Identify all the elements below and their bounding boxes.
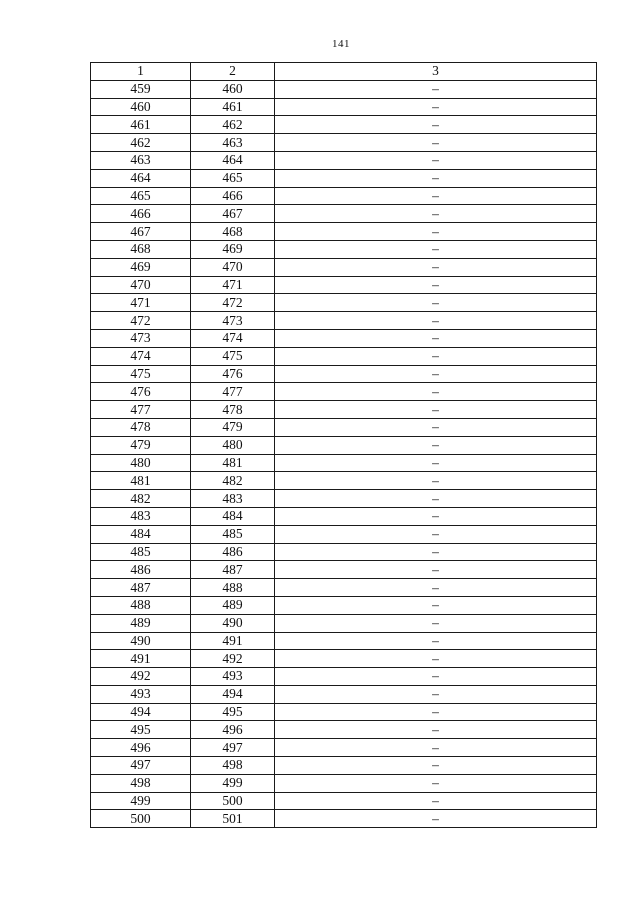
table-row	[91, 169, 597, 187]
table-cell-col-2: 481	[191, 454, 275, 472]
table-row	[91, 134, 597, 152]
table-row	[91, 490, 597, 508]
table-cell-col-1: 475	[91, 365, 191, 383]
table-cell-col-1: 499	[91, 792, 191, 810]
table-cell-col-2: 463	[191, 134, 275, 152]
table-cell-col-3: –	[275, 436, 597, 454]
table-cell-col-3: –	[275, 454, 597, 472]
table-cell-col-1: 470	[91, 276, 191, 294]
table-cell-col-3: –	[275, 365, 597, 383]
table-row	[91, 685, 597, 703]
table-cell-col-2: 498	[191, 757, 275, 775]
table-cell-col-1: 474	[91, 347, 191, 365]
table-cell-col-1: 468	[91, 240, 191, 258]
table-cell-col-1: 485	[91, 543, 191, 561]
table-cell-col-2: 495	[191, 703, 275, 721]
table-row	[91, 614, 597, 632]
table-cell-col-3: –	[275, 685, 597, 703]
table-cell-col-2: 470	[191, 258, 275, 276]
table-cell-col-2: 492	[191, 650, 275, 668]
table-cell-col-1: 500	[91, 810, 191, 828]
table-row	[91, 151, 597, 169]
table-row	[91, 632, 597, 650]
table-row	[91, 365, 597, 383]
table-row	[91, 774, 597, 792]
table-row	[91, 721, 597, 739]
table-cell-col-3: –	[275, 187, 597, 205]
table-cell-col-1: 460	[91, 98, 191, 116]
table-header	[91, 63, 597, 81]
table-cell-col-1: 459	[91, 80, 191, 98]
table-row	[91, 347, 597, 365]
table-row	[91, 454, 597, 472]
table-row	[91, 312, 597, 330]
table-cell-col-1: 481	[91, 472, 191, 490]
table-cell-col-1: 487	[91, 579, 191, 597]
table-cell-col-1: 496	[91, 739, 191, 757]
table-cell-col-1: 462	[91, 134, 191, 152]
table-row	[91, 258, 597, 276]
table-row	[91, 223, 597, 241]
table-cell-col-1: 463	[91, 151, 191, 169]
table-cell-col-1: 469	[91, 258, 191, 276]
table-cell-col-3: –	[275, 80, 597, 98]
table-cell-col-1: 466	[91, 205, 191, 223]
table-cell-col-3: –	[275, 721, 597, 739]
table-cell-col-3: –	[275, 169, 597, 187]
table-cell-col-2: 472	[191, 294, 275, 312]
table-cell-col-2: 494	[191, 685, 275, 703]
table-row	[91, 525, 597, 543]
table-cell-col-1: 482	[91, 490, 191, 508]
table-cell-col-2: 499	[191, 774, 275, 792]
table-cell-col-2: 490	[191, 614, 275, 632]
table-row	[91, 543, 597, 561]
table-cell-col-2: 469	[191, 240, 275, 258]
column-header-3: 3	[275, 63, 597, 81]
table-row	[91, 329, 597, 347]
table-cell-col-1: 479	[91, 436, 191, 454]
table-cell-col-1: 494	[91, 703, 191, 721]
table-cell-col-3: –	[275, 223, 597, 241]
table-cell-col-3: –	[275, 205, 597, 223]
table-row	[91, 668, 597, 686]
table-cell-col-3: –	[275, 240, 597, 258]
table-row	[91, 579, 597, 597]
table-row	[91, 205, 597, 223]
table-cell-col-1: 477	[91, 401, 191, 419]
table-row	[91, 561, 597, 579]
table-cell-col-3: –	[275, 258, 597, 276]
table-cell-col-2: 493	[191, 668, 275, 686]
table-row	[91, 98, 597, 116]
table-row	[91, 383, 597, 401]
table-cell-col-3: –	[275, 614, 597, 632]
table-cell-col-2: 476	[191, 365, 275, 383]
table-cell-col-3: –	[275, 792, 597, 810]
table-cell-col-2: 465	[191, 169, 275, 187]
table-cell-col-2: 471	[191, 276, 275, 294]
table-cell-col-1: 490	[91, 632, 191, 650]
table-cell-col-1: 465	[91, 187, 191, 205]
table-cell-col-1: 491	[91, 650, 191, 668]
table-cell-col-3: –	[275, 543, 597, 561]
table-cell-col-2: 464	[191, 151, 275, 169]
table-cell-col-3: –	[275, 757, 597, 775]
table-row	[91, 80, 597, 98]
table-cell-col-3: –	[275, 329, 597, 347]
table-body	[91, 80, 597, 827]
table-cell-col-1: 473	[91, 329, 191, 347]
header-row	[91, 63, 597, 81]
table-cell-col-3: –	[275, 739, 597, 757]
table-cell-col-1: 464	[91, 169, 191, 187]
table-cell-col-1: 498	[91, 774, 191, 792]
table-cell-col-1: 483	[91, 507, 191, 525]
table-row	[91, 276, 597, 294]
table-cell-col-3: –	[275, 116, 597, 134]
table-cell-col-1: 492	[91, 668, 191, 686]
table-cell-col-1: 486	[91, 561, 191, 579]
table-cell-col-2: 473	[191, 312, 275, 330]
table-cell-col-2: 478	[191, 401, 275, 419]
table-cell-col-3: –	[275, 98, 597, 116]
table-cell-col-3: –	[275, 525, 597, 543]
table-cell-col-1: 480	[91, 454, 191, 472]
table-cell-col-2: 500	[191, 792, 275, 810]
table-cell-col-3: –	[275, 774, 597, 792]
table-row	[91, 418, 597, 436]
table-cell-col-3: –	[275, 668, 597, 686]
table-row	[91, 810, 597, 828]
table-cell-col-2: 488	[191, 579, 275, 597]
table-cell-col-1: 488	[91, 596, 191, 614]
table-cell-col-3: –	[275, 294, 597, 312]
table-row	[91, 472, 597, 490]
table-cell-col-1: 472	[91, 312, 191, 330]
table-cell-col-2: 496	[191, 721, 275, 739]
table-row	[91, 401, 597, 419]
table-cell-col-2: 462	[191, 116, 275, 134]
table-row	[91, 187, 597, 205]
table-cell-col-2: 483	[191, 490, 275, 508]
table-cell-col-2: 480	[191, 436, 275, 454]
table-row	[91, 116, 597, 134]
table-row	[91, 792, 597, 810]
data-table	[90, 62, 597, 828]
table-cell-col-2: 485	[191, 525, 275, 543]
table-cell-col-1: 489	[91, 614, 191, 632]
table-cell-col-2: 489	[191, 596, 275, 614]
column-header-1: 1	[91, 63, 191, 81]
table-cell-col-2: 461	[191, 98, 275, 116]
table-cell-col-1: 493	[91, 685, 191, 703]
table-cell-col-2: 468	[191, 223, 275, 241]
table-cell-col-3: –	[275, 703, 597, 721]
table-row	[91, 507, 597, 525]
table-row	[91, 436, 597, 454]
table-cell-col-2: 482	[191, 472, 275, 490]
table-row	[91, 240, 597, 258]
table-cell-col-3: –	[275, 312, 597, 330]
table-cell-col-3: –	[275, 401, 597, 419]
table-cell-col-3: –	[275, 650, 597, 668]
page-number: 141	[332, 38, 350, 50]
table-cell-col-1: 495	[91, 721, 191, 739]
table-row	[91, 596, 597, 614]
table-cell-col-2: 479	[191, 418, 275, 436]
column-header-2: 2	[191, 63, 275, 81]
table-cell-col-3: –	[275, 596, 597, 614]
table-cell-col-2: 486	[191, 543, 275, 561]
table-cell-col-2: 487	[191, 561, 275, 579]
table-cell-col-3: –	[275, 632, 597, 650]
table-cell-col-1: 484	[91, 525, 191, 543]
table-cell-col-3: –	[275, 347, 597, 365]
table-cell-col-1: 476	[91, 383, 191, 401]
table-cell-col-3: –	[275, 810, 597, 828]
table-row	[91, 703, 597, 721]
table-cell-col-3: –	[275, 472, 597, 490]
table-row	[91, 757, 597, 775]
table-cell-col-1: 471	[91, 294, 191, 312]
table-cell-col-2: 467	[191, 205, 275, 223]
table-cell-col-1: 461	[91, 116, 191, 134]
table-cell-col-3: –	[275, 561, 597, 579]
table-cell-col-3: –	[275, 276, 597, 294]
table-cell-col-3: –	[275, 383, 597, 401]
table-cell-col-2: 475	[191, 347, 275, 365]
table-cell-col-1: 497	[91, 757, 191, 775]
table-cell-col-3: –	[275, 579, 597, 597]
table-cell-col-3: –	[275, 418, 597, 436]
table-cell-col-1: 478	[91, 418, 191, 436]
table-cell-col-3: –	[275, 134, 597, 152]
table-row	[91, 650, 597, 668]
table-cell-col-3: –	[275, 507, 597, 525]
table-cell-col-2: 460	[191, 80, 275, 98]
table-row	[91, 294, 597, 312]
table-cell-col-2: 491	[191, 632, 275, 650]
table-cell-col-2: 501	[191, 810, 275, 828]
table-cell-col-2: 477	[191, 383, 275, 401]
table-cell-col-3: –	[275, 151, 597, 169]
table-row	[91, 739, 597, 757]
table-cell-col-2: 497	[191, 739, 275, 757]
table-cell-col-2: 466	[191, 187, 275, 205]
table-cell-col-1: 467	[91, 223, 191, 241]
table-cell-col-3: –	[275, 490, 597, 508]
table-cell-col-2: 474	[191, 329, 275, 347]
table-cell-col-2: 484	[191, 507, 275, 525]
